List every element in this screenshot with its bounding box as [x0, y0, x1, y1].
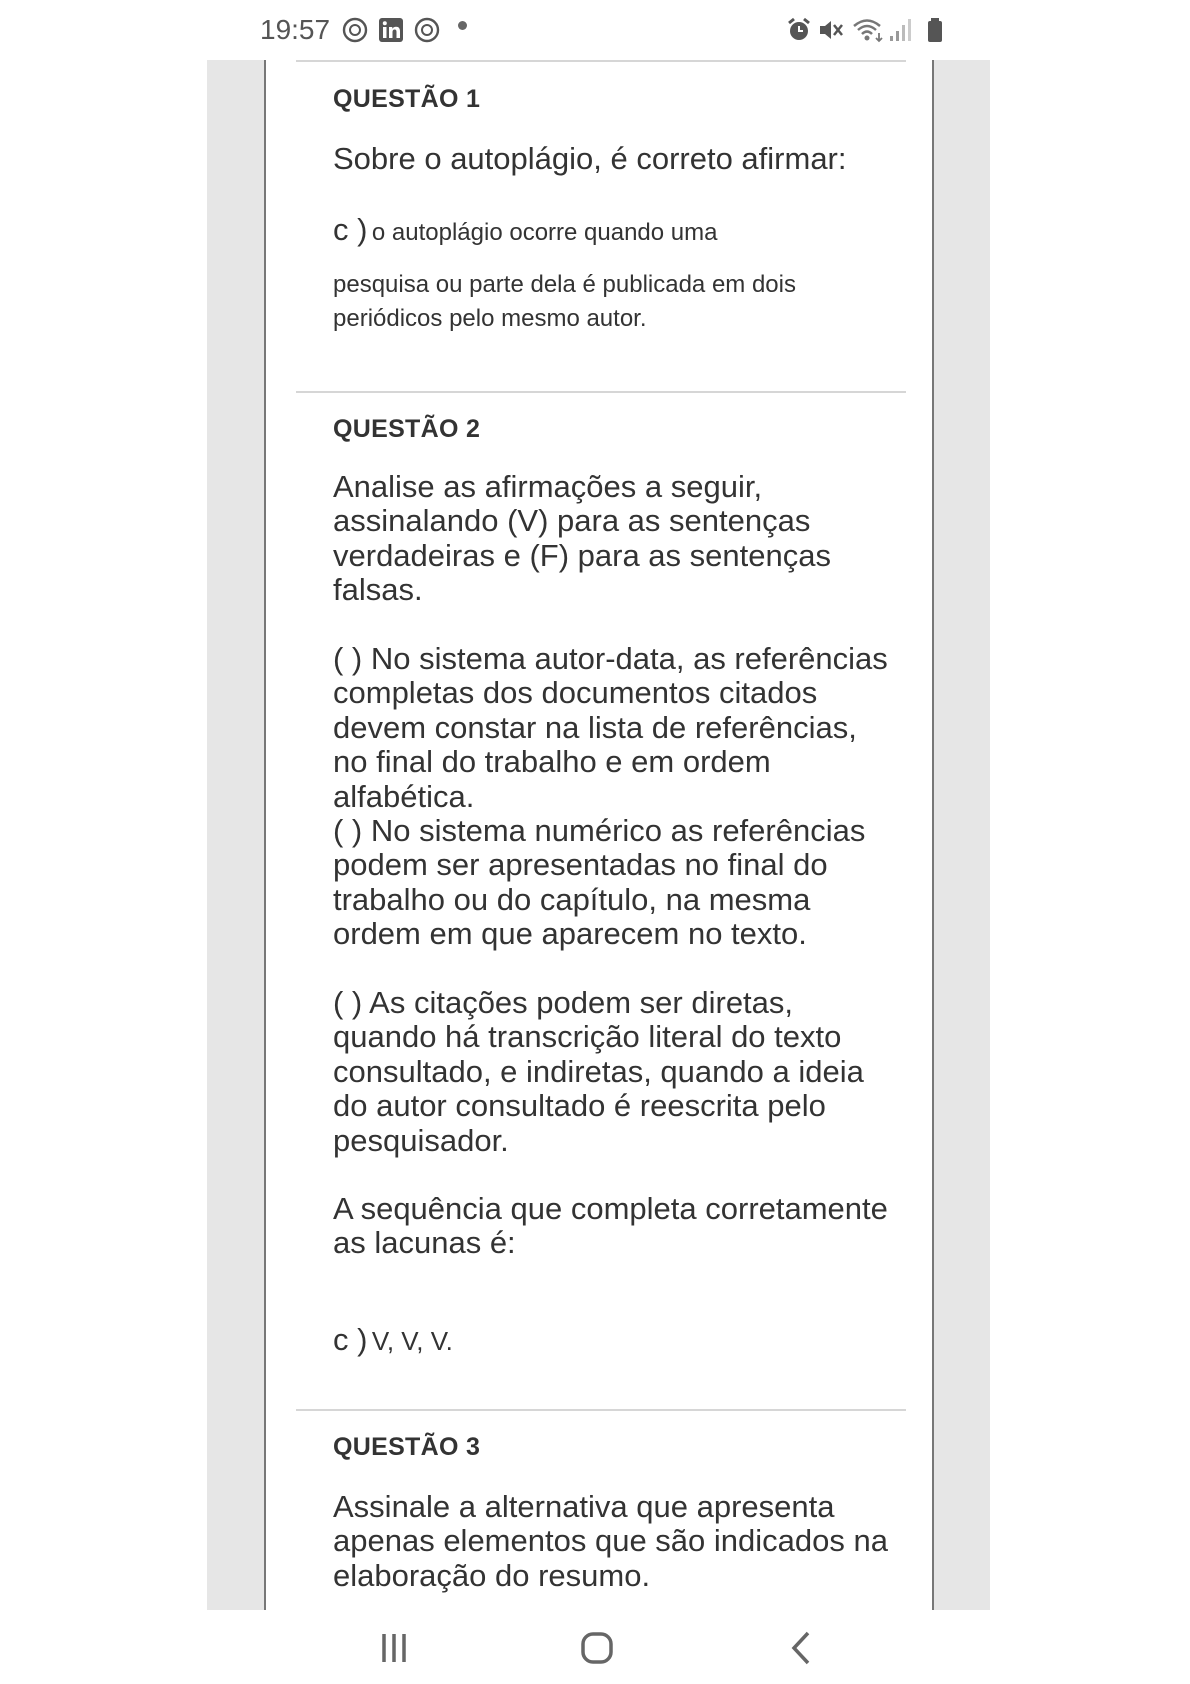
question-2-text: Analise as afirmações a seguir, assinalando (V) para as sentenças verdadeiras e (F) para as sentenças falsas.	[333, 469, 831, 608]
signal-icon	[886, 17, 912, 43]
question-3-text: Assinale a alternativa que apresenta apenas elementos que são indicados na elaboração do resumo.	[333, 1489, 888, 1593]
dot-icon	[458, 21, 467, 30]
notification-b-icon	[414, 17, 440, 43]
notification-b-icon	[342, 17, 368, 43]
question-1-answer	[333, 212, 893, 250]
answer-text-first-line: o autoplágio ocorre quando uma	[371, 219, 718, 246]
divider	[296, 60, 906, 62]
answer-letter: c )	[333, 1322, 368, 1357]
alarm-icon	[786, 17, 812, 43]
question-3-title: QUESTÃO 3	[333, 1433, 481, 1461]
mute-icon	[818, 17, 844, 43]
answer-letter: c )	[333, 212, 368, 247]
question-1-title: QUESTÃO 1	[333, 85, 481, 113]
divider	[296, 1409, 906, 1411]
statement-2: ( ) No sistema numérico as referências podem ser apresentadas no final do trabalho ou do capítulo, na mesma ordem em que aparecem no texto.	[333, 813, 866, 952]
recent-apps-icon[interactable]	[364, 1628, 424, 1668]
answer-text: V, V, V.	[371, 1326, 453, 1356]
linkedin-icon	[378, 17, 404, 43]
question-2-title: QUESTÃO 2	[333, 415, 481, 443]
question-2-prompt: A sequência que completa corretamente as lacunas é:	[333, 1191, 888, 1261]
status-bar	[0, 0, 1190, 60]
divider	[296, 391, 906, 393]
wifi-icon	[852, 17, 886, 43]
question-1-text: Sobre o autoplágio, é correto afirmar:	[333, 141, 847, 176]
questions-card	[264, 60, 934, 1610]
question-2-answer	[333, 1322, 893, 1358]
answer-text-rest: pesquisa ou parte dela é publicada em dois periódicos pelo mesmo autor.	[333, 271, 796, 332]
statement-1: ( ) No sistema autor-data, as referências completas dos documentos citados devem constar na lista de referências, no final do trabalho e em ordem alfabética.	[333, 641, 888, 814]
battery-icon	[922, 17, 948, 43]
back-icon[interactable]	[772, 1628, 832, 1668]
navigation-bar	[0, 1610, 1190, 1684]
status-time: 19:57	[260, 14, 331, 45]
home-icon[interactable]	[567, 1628, 627, 1668]
page-background[interactable]	[207, 60, 990, 1610]
statement-3: ( ) As citações podem ser diretas, quando há transcrição literal do texto consultado, e indiretas, quando a ideia do autor consultado é reescrita pelo pesquisador.	[333, 985, 864, 1158]
